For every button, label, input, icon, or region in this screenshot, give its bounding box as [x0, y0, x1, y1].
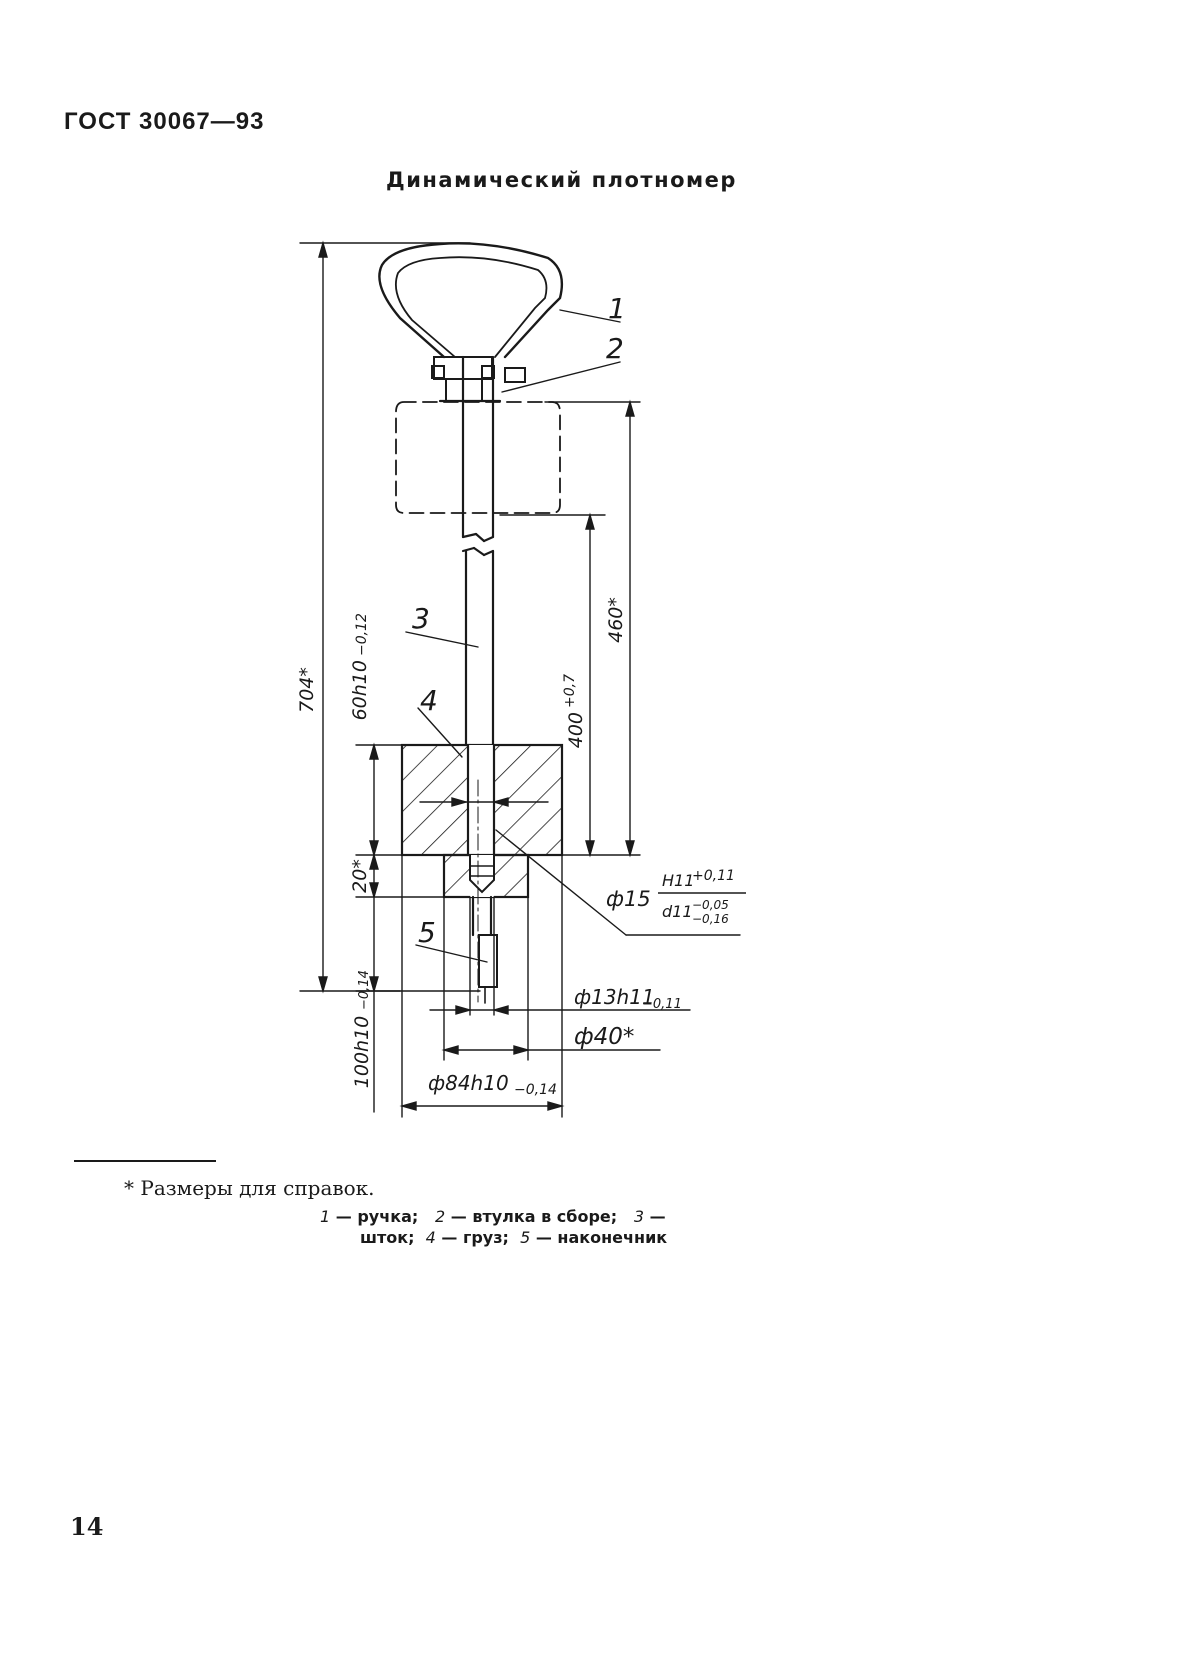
legend-num: 5 [520, 1228, 531, 1247]
figure-title: Динамический плотномер [386, 168, 737, 192]
footnote-rule [74, 1160, 216, 1162]
dim-weight-height-tol: −0,14 [357, 970, 372, 1010]
dim-tip-dia-tol: −0,11 [642, 997, 682, 1012]
dim-tip-recess: 20* [349, 859, 371, 893]
legend-text: шток; [360, 1228, 415, 1247]
legend-text: — ручка; [335, 1207, 419, 1226]
dim-weight-dia: ф84h10 [428, 1071, 509, 1095]
callout-1: 1 [608, 292, 626, 325]
dim-bore-dia: ф15 [606, 887, 651, 911]
footnote: * Размеры для справок. [124, 1176, 375, 1200]
legend-text: — [649, 1207, 666, 1226]
dim-bore-fit-hole-tol: +0,11 [692, 868, 735, 884]
legend-num: 4 [425, 1228, 436, 1247]
callout-2: 2 [606, 332, 624, 365]
dim-shaft-length: 60h10 [349, 660, 371, 721]
dim-recess-dia: ф40* [574, 1024, 635, 1050]
legend-text: — наконечник [535, 1228, 668, 1247]
legend-num: 1 [320, 1207, 331, 1226]
dim-stroke-tol: +0,7 [562, 674, 578, 708]
callout-4: 4 [420, 684, 438, 717]
handle-part [379, 243, 562, 357]
dim-shaft-length-tol: −0,12 [354, 613, 370, 656]
dim-stroke: 400 [565, 712, 587, 749]
figure-legend [320, 1206, 780, 1248]
legend-line-1 [320, 1206, 780, 1227]
dim-weight-dia-tol: −0,14 [514, 1082, 557, 1098]
dim-bore-fit-shaft: d11 [662, 902, 693, 921]
dim-total-height: 704* [296, 667, 318, 713]
legend-text: — втулка в сборе; [450, 1207, 618, 1226]
legend-num: 2 [434, 1207, 446, 1226]
document-code: ГОСТ 30067—93 [64, 108, 265, 135]
callout-5: 5 [418, 916, 436, 949]
dim-tip-dia: ф13h11 [574, 985, 655, 1009]
dim-weight-height: 100h10 [351, 1015, 373, 1089]
dim-bore-fit-hole: H11 [662, 871, 695, 890]
dim-weight-travel: 460* [605, 597, 627, 643]
legend-line-2 [320, 1227, 780, 1248]
weight-upper-position [396, 402, 560, 513]
weight-part [402, 745, 562, 897]
page-number: 14 [70, 1512, 104, 1541]
bushing-part [432, 357, 525, 401]
legend-num: 3 [633, 1207, 645, 1226]
legend-text: — груз; [441, 1228, 509, 1247]
dim-bore-fit-shaft-tol-lower: −0,16 [692, 912, 729, 926]
callout-3: 3 [412, 602, 430, 635]
dim-bore-fit-shaft-tol-upper: −0,05 [692, 898, 729, 912]
